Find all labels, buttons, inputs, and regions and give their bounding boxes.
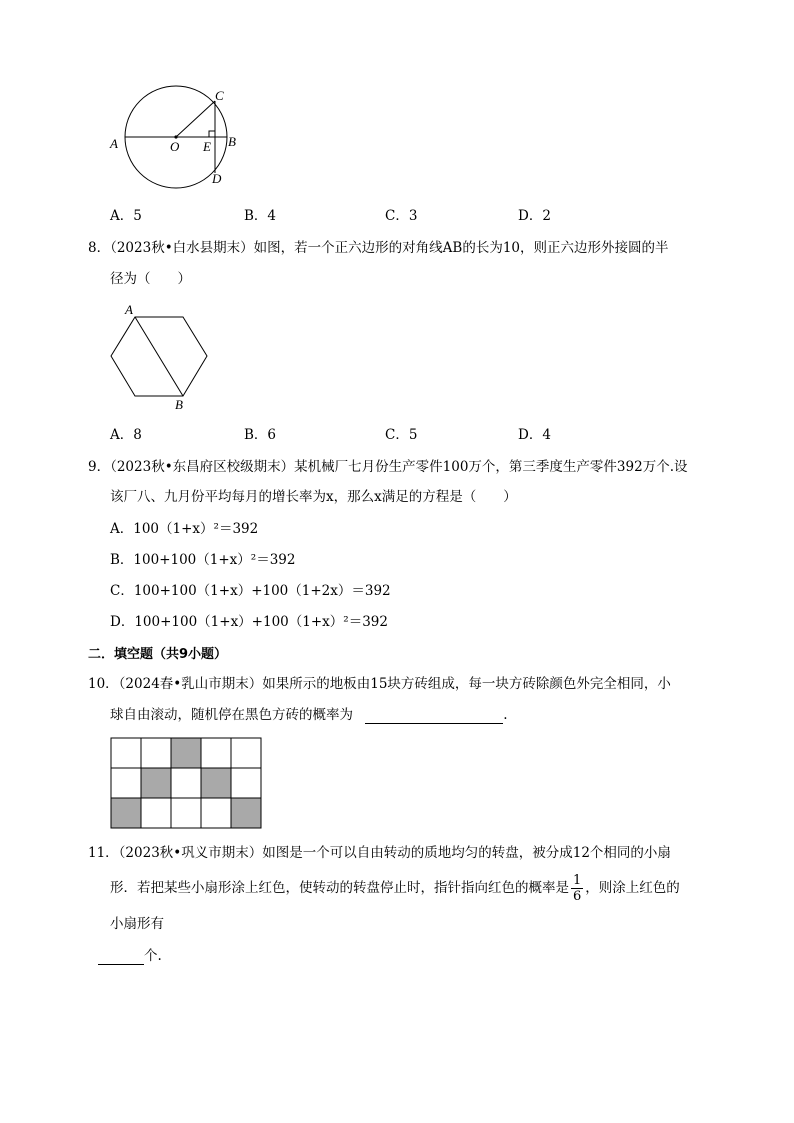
q7-label-a: A <box>110 136 118 151</box>
shaded-tile <box>111 798 141 828</box>
q11-stem-line4 <box>98 950 162 965</box>
white-tile <box>231 768 261 798</box>
q8-option-b[interactable]: B．6 <box>244 427 277 443</box>
q7-right-angle-mark <box>209 131 215 137</box>
white-tile <box>171 798 201 828</box>
q11-stem-end: 个. <box>144 948 162 964</box>
q9-stem-line2: 该厂八、九月份平均每月的增长率为x，那么x满足的方程是（ ） <box>110 489 517 505</box>
shaded-tile <box>171 738 201 768</box>
q9-option-c[interactable]: C．100+100（1+x）+100（1+2x）＝392 <box>110 583 391 599</box>
q7-label-e: E <box>203 139 211 154</box>
q8-diagonal-ab <box>135 317 183 396</box>
q11-stem-line3: 小扇形有 <box>110 916 164 932</box>
q11-fraction <box>571 874 583 903</box>
white-tile <box>201 738 231 768</box>
q7-circle-figure <box>105 85 245 195</box>
q11-fraction-numerator: 1 <box>573 873 582 888</box>
q11-fraction-denominator: 6 <box>573 889 582 904</box>
q10-stem-line2 <box>110 709 508 724</box>
q10-stem-text: 球自由滚动，随机停在黑色方砖的概率为 <box>110 707 353 723</box>
q7-option-c[interactable]: C．3 <box>385 208 418 224</box>
white-tile <box>111 738 141 768</box>
q7-label-b: B <box>228 134 236 149</box>
white-tile <box>201 798 231 828</box>
q7-option-a[interactable]: A．5 <box>110 208 142 224</box>
q8-hexagon-figure <box>105 300 215 415</box>
shaded-tile <box>231 798 261 828</box>
q8-option-a[interactable]: A．8 <box>110 427 142 443</box>
q9-stem-line1: 9．（2023秋•东昌府区校级期末）某机械厂七月份生产零件100万个，第三季度生产零件392万个.设 <box>88 459 688 475</box>
q10-answer-blank[interactable] <box>365 709 503 724</box>
q11-stem-line2 <box>110 874 680 903</box>
q10-stem-line1: 10．（2024春•乳山市期末）如果所示的地板由15块方砖组成，每一块方砖除颜色外完全相同，小 <box>88 676 671 692</box>
section-title-fill-in: 二．填空题（共9小题） <box>88 647 228 662</box>
q8-option-c[interactable]: C．5 <box>385 427 418 443</box>
q9-option-d[interactable]: D．100+100（1+x）+100（1+x）²＝392 <box>110 614 388 630</box>
q8-stem-line2: 径为（ ） <box>110 271 191 287</box>
q7-option-b[interactable]: B．4 <box>244 208 277 224</box>
q11-answer-blank[interactable] <box>98 950 144 965</box>
q7-label-c: C <box>215 88 224 103</box>
white-tile <box>141 798 171 828</box>
q11-stem-line1: 11．（2023秋•巩义市期末）如图是一个可以自由转动的质地均匀的转盘，被分成12个相同的小扇 <box>88 845 671 861</box>
q10-tile-grid <box>110 737 263 830</box>
q11-stem-text-post: ，则涂上红色的 <box>585 880 680 896</box>
q11-stem-text-pre: 形．若把某些小扇形涂上红色，使转动的转盘停止时，指针指向红色的概率是 <box>110 880 569 896</box>
q9-option-a[interactable]: A．100（1+x）²＝392 <box>110 521 259 537</box>
q10-stem-end: . <box>503 707 508 723</box>
white-tile <box>231 738 261 768</box>
q7-label-o: O <box>170 139 180 154</box>
q8-label-b: B <box>175 397 183 412</box>
q9-option-b[interactable]: B．100+100（1+x）²＝392 <box>110 552 296 568</box>
q8-stem-line1: 8．（2023秋•白水县期末）如图，若一个正六边形的对角线AB的长为10，则正六边形外接圆的半 <box>88 240 669 256</box>
q8-label-a: A <box>125 302 133 317</box>
white-tile <box>171 768 201 798</box>
q8-option-d[interactable]: D．4 <box>518 427 551 443</box>
white-tile <box>141 738 171 768</box>
shaded-tile <box>201 768 231 798</box>
white-tile <box>111 768 141 798</box>
q7-option-d[interactable]: D．2 <box>518 208 551 224</box>
q7-label-d: D <box>212 171 222 186</box>
shaded-tile <box>141 768 171 798</box>
